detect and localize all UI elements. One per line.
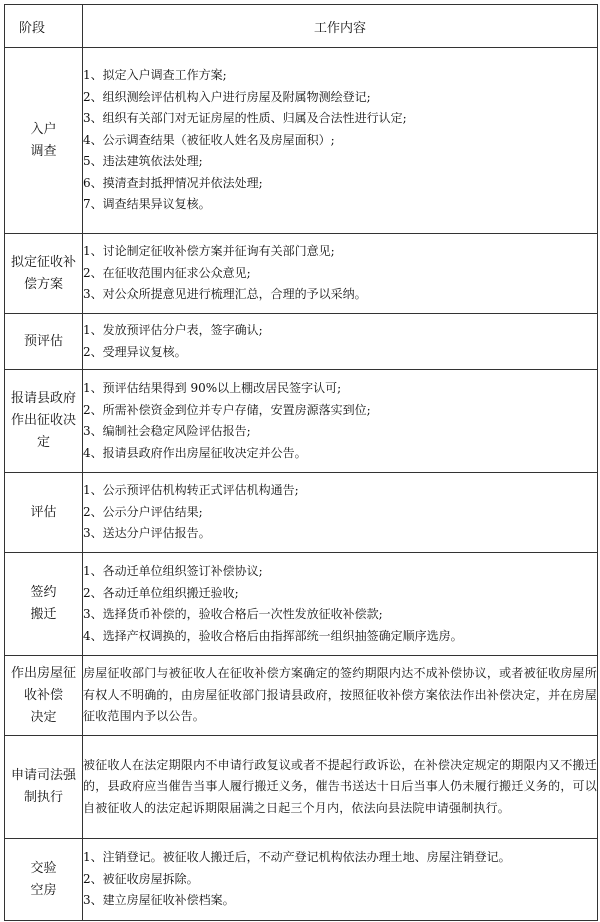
stage-label: 收补偿 [23, 687, 63, 703]
list-item: 7、调查结果异议复核。 [83, 197, 211, 212]
stage-cell [5, 553, 83, 656]
list-item: 2、被征收房屋拆除。 [83, 871, 199, 886]
list-item: 3、对公众所提意见进行梳理汇总，合理的予以采纳。 [83, 287, 367, 302]
table-row [5, 473, 598, 553]
list-item: 1、预评估结果得到 90%以上棚改居民签字认可; [83, 381, 342, 395]
stage-cell [5, 370, 83, 473]
stage-label: 拟定征收补 [10, 254, 76, 270]
list-item: 2、在征收范围内征求公众意见; [83, 265, 251, 280]
table-row [5, 234, 598, 314]
table-row [5, 839, 598, 921]
list-item: 5、违法建筑依法处理; [83, 154, 203, 169]
stage-label: 作出房屋征 [10, 665, 76, 681]
table-body [5, 48, 598, 921]
stage-label: 制执行 [23, 790, 63, 805]
stage-label: 决定 [30, 709, 57, 725]
stage-label: 签约 [30, 585, 57, 600]
stage-label: 作出征收决 [10, 413, 76, 428]
list-item: 3、送达分户评估报告。 [83, 526, 211, 541]
list-item: 6、摸清查封抵押情况并依法处理; [83, 175, 263, 190]
stage-label: 偿方案 [23, 276, 63, 292]
stage-label: 入户 [30, 121, 57, 137]
list-item: 3、建立房屋征收补偿档案。 [83, 893, 235, 908]
stage-cell [5, 314, 83, 370]
list-item: 2、受理异议复核。 [83, 344, 187, 359]
stage-label: 评估 [30, 504, 57, 520]
stage-label: 申请司法强 [10, 768, 76, 783]
list-item: 3、选择货币补偿的，验收合格后一次性发放征收补偿款; [83, 607, 383, 621]
stage-cell [5, 234, 83, 314]
list-item: 1、拟定入户调查工作方案; [83, 68, 227, 83]
list-item: 1、各动迁单位组织签订补偿协议; [83, 564, 263, 578]
list-item: 2、公示分户评估结果; [83, 504, 203, 519]
paragraph-text: 房屋征收部门与被征收人在征收补偿方案确定的签约期限内达不成补偿协议，或者被征收房屋所有权人不明确的，由房屋征收部门报请县政府，按照征收补偿方案依法作出补偿决定，并在房屋征收范围内予以公告。 [83, 666, 597, 724]
content-cell [83, 736, 598, 839]
content-cell [83, 839, 598, 921]
stage-label: 定 [36, 435, 50, 450]
stage-label: 交验 [30, 860, 57, 876]
table-row [5, 48, 598, 234]
list-item: 2、组织测绘评估机构入户进行房屋及附属物测绘登记; [83, 89, 371, 104]
list-item: 1、公示预评估机构转正式评估机构通告; [83, 483, 299, 498]
list-item: 4、公示调查结果（被征收人姓名及房屋面积）; [83, 132, 335, 147]
content-cell [83, 314, 598, 370]
list-item: 2、所需补偿资金到位并专户存储，安置房源落实到位; [83, 402, 371, 417]
list-item: 4、报请县政府作出房屋征收决定并公告。 [83, 445, 307, 460]
stage-label: 搬迁 [30, 607, 57, 622]
content-cell [83, 473, 598, 553]
list-item: 4、选择产权调换的，验收合格后由指挥部统一组织抽签确定顺序选房。 [83, 628, 463, 643]
stage-column-header: 阶段 [5, 5, 83, 48]
paragraph-text: 被征收人在法定期限内不申请行政复议或者不提起行政诉讼，在补偿决定规定的期限内又不搬迁的，县政府应当催告当事人履行搬迁义务，催告书送达十日后当事人仍未履行搬迁义务的，可以自被征收人的法定起诉期限届满之日起三个月内，依法向县法院申请强制执行。 [83, 757, 597, 815]
list-item: 3、组织有关部门对无证房屋的性质、归属及合法性进行认定; [83, 111, 407, 126]
content-cell [83, 656, 598, 736]
list-item: 1、发放预评估分户表，签字确认; [83, 323, 263, 337]
stage-cell [5, 736, 83, 839]
stage-cell [5, 473, 83, 553]
stage-cell [5, 656, 83, 736]
table-row [5, 370, 598, 473]
stage-label: 空房 [30, 882, 57, 898]
stage-label: 预评估 [23, 333, 63, 349]
stage-cell [5, 48, 83, 234]
list-item: 1、注销登记。被征收人搬迁后，不动产登记机构依法办理土地、房屋注销登记。 [83, 850, 511, 865]
table-row [5, 656, 598, 736]
list-item: 3、编制社会稳定风险评估报告; [83, 424, 251, 438]
list-item: 2、各动迁单位组织搬迁验收; [83, 585, 239, 600]
table-row [5, 736, 598, 839]
table-header-row [5, 5, 598, 48]
content-column-header: 工作内容 [83, 5, 598, 48]
table-row [5, 553, 598, 656]
content-cell [83, 48, 598, 234]
stage-cell [5, 839, 83, 921]
content-cell [83, 370, 598, 473]
stage-label: 调查 [30, 143, 57, 159]
content-cell [83, 234, 598, 314]
table-row [5, 314, 598, 370]
content-cell [83, 553, 598, 656]
stage-label: 报请县政府 [10, 391, 76, 406]
expropriation-process-table [4, 4, 598, 921]
list-item: 1、讨论制定征收补偿方案并征询有关部门意见; [83, 244, 335, 259]
